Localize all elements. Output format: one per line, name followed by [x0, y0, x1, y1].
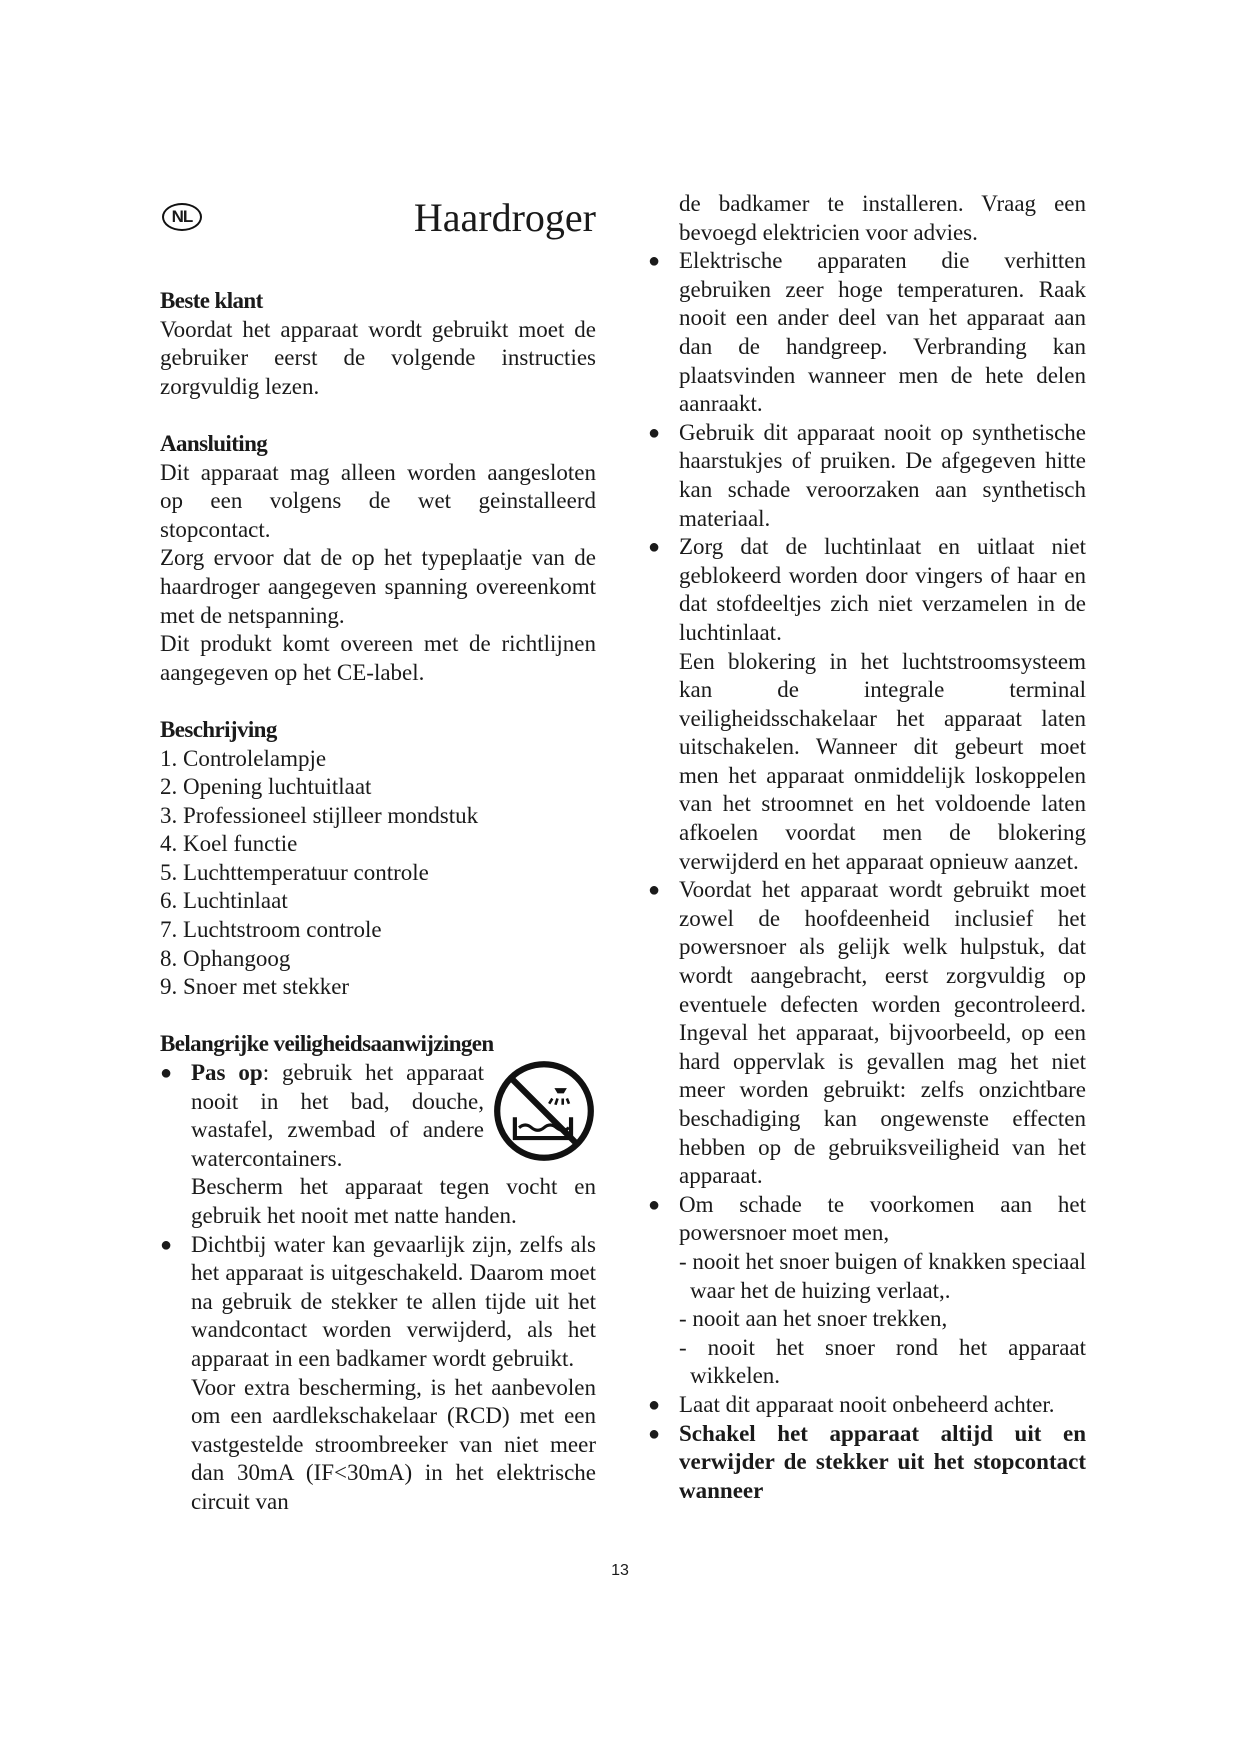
list-item: 6. Luchtinlaat [160, 888, 288, 914]
bullet-icon: ● [648, 421, 661, 444]
cord-dash-item: - nooit aan het snoer trekken, [679, 1306, 948, 1332]
list-item: 2. Opening luchtuitlaat [160, 774, 372, 800]
safety-bullet-air-inlet [648, 533, 1086, 876]
description-list [160, 745, 596, 1002]
warning-lead: Pas op [191, 1060, 263, 1086]
rcd-text: Voor extra bescherming, is het aanbevolen om een aardlekschakelaar (RCD) met een vastgestelde stroombreeker van niet meer dan 30mA (IF<30mA) in het elektrische circuit van [191, 1374, 596, 1514]
aansluiting-paragraph-2: Zorg ervoor dat de op het typeplaatje van de haardroger aangegeven spanning overeenkomt met de netspanning. [160, 545, 596, 628]
section-heading-veiligheid: Belangrijke veiligheidsaanwijzingen [160, 1031, 494, 1057]
warning-text-2: Bescherm het apparaat tegen vocht en gebruik het nooit met natte handen. [191, 1174, 596, 1228]
unplug-text: Schakel het apparaat altijd uit en verwijder de stekker uit het stopcontact wanneer [679, 1420, 1086, 1503]
warning-text: : gebruik het apparaat nooit in het bad, douche, wastafel, zwembad of andere watercontainers. [191, 1060, 484, 1171]
safety-bullet-inspect [648, 876, 1086, 1191]
unattended-text: Laat dit apparaat nooit onbeheerd achter. [679, 1391, 1055, 1417]
blockage-text: Een blokering in het luchtstroomsysteem kan de integrale terminal veiligheidsschakelaar het apparaat laten uitschakelen. Wanneer dit gebeurt moet men het apparaat onmiddelijk loskoppelen van het stroomnet en het voldoende laten afkoelen voordat men de blokering verwijderd en het apparaat opnieuw aanzet. [679, 648, 1086, 874]
bullet-icon: ● [648, 1193, 661, 1216]
air-inlet-text: Zorg dat de luchtinlaat en uitlaat niet geblokeerd worden door vingers of haar en dat stofdeeltjes zich niet verzamelen in de luchtinlaat. [679, 534, 1086, 645]
aansluiting-paragraph-1: Dit apparaat mag alleen worden aangesloten op een volgens de wet geinstalleerd stopcontact. [160, 459, 596, 542]
continued-text: de badkamer te installeren. Vraag een bevoegd elektricien voor advies. [679, 191, 1086, 245]
section-heading-aansluiting: Aansluiting [160, 430, 268, 456]
list-item: 4. Koel functie [160, 831, 298, 857]
bullet-icon: ● [648, 1422, 661, 1445]
list-item: 7. Luchtstroom controle [160, 917, 382, 943]
safety-bullet-synthetic [648, 419, 1086, 533]
cord-dash-item: - nooit het snoer rond het apparaat wikkelen. [679, 1334, 1086, 1389]
heat-text: Elektrische apparaten die verhitten gebruiken zeer hoge temperaturen. Raak nooit een ander deel van het apparaat aan dan de handgreep. Verbranding kan plaatsvinden wanneer men de hete delen aanraakt. [679, 248, 1086, 417]
safety-bullet-heat [648, 247, 1086, 419]
synthetic-text: Gebruik dit apparaat nooit op synthetische haarstukjes of pruiken. De afgegeven hitte kan schade veroorzaken aan synthetisch materiaal. [679, 419, 1086, 531]
safety-bullet-near-water [160, 1231, 596, 1517]
inspect-text: Voordat het apparaat wordt gebruikt moet zowel de hoofdeenheid inclusief het powersnoer als gelijk welk hulpstuk, dat wordt aangebracht, eerst zorgvuldig op eventuele defecten worden gecontroleerd. Ingeval het apparaat, bijvoorbeeld, op een hard oppervlak is gevallen mag het niet meer worden gebruikt: zelfs onzichtbare beschadiging kan ongewenste effecten hebben op de gebruiksveiligheid van het apparaat. [679, 877, 1086, 1189]
bullet-icon: ● [648, 536, 661, 559]
section-heading-beste-klant: Beste klant [160, 288, 263, 313]
left-column [160, 190, 596, 1517]
language-badge: NL [162, 203, 202, 231]
safety-bullet-cord [648, 1191, 1086, 1391]
list-item: 3. Professioneel stijlleer mondstuk [160, 802, 479, 828]
page-number: 13 [611, 1562, 629, 1579]
cord-dash-item: - nooit het snoer buigen of knakken speciaal waar het de huizing verlaat,. [679, 1248, 1086, 1303]
no-bath-warning-icon [492, 1059, 596, 1163]
section-heading-beschrijving: Beschrijving [160, 716, 277, 742]
safety-bullet-unattended [648, 1391, 1086, 1420]
aansluiting-paragraph-3: Dit produkt komt overeen met de richtlijnen aangegeven op het CE-label. [160, 631, 596, 685]
safety-bullet-water [160, 1059, 596, 1231]
list-item: 5. Luchttemperatuur controle [160, 859, 429, 885]
near-water-text: Dichtbij water kan gevaarlijk zijn, zelfs als het apparaat is uitgeschakeld. Daarom moet na gebruik de stekker te allen tijde uit het wandcontact worden verwijderd, als het apparaat in een badkamer wordt gebruikt. [191, 1231, 596, 1371]
bullet-icon: ● [648, 250, 661, 273]
list-item: 1. Controlelampje [160, 745, 327, 771]
page-title: Haardroger [413, 195, 596, 240]
bullet-icon: ● [648, 1393, 661, 1416]
safety-bullet-unplug [648, 1420, 1086, 1506]
list-item: 9. Snoer met stekker [160, 974, 350, 1000]
intro-text: Voordat het apparaat wordt gebruikt moet de gebruiker eerst de volgende instructies zorgvuldig lezen. [160, 316, 596, 399]
right-column [648, 190, 1086, 1505]
bullet-icon: ● [160, 1233, 173, 1256]
list-item: 8. Ophangoog [160, 945, 291, 971]
cord-text: Om schade te voorkomen aan het powersnoer moet men, [679, 1191, 1086, 1246]
bullet-icon: ● [648, 879, 661, 902]
bullet-icon: ● [160, 1062, 173, 1085]
